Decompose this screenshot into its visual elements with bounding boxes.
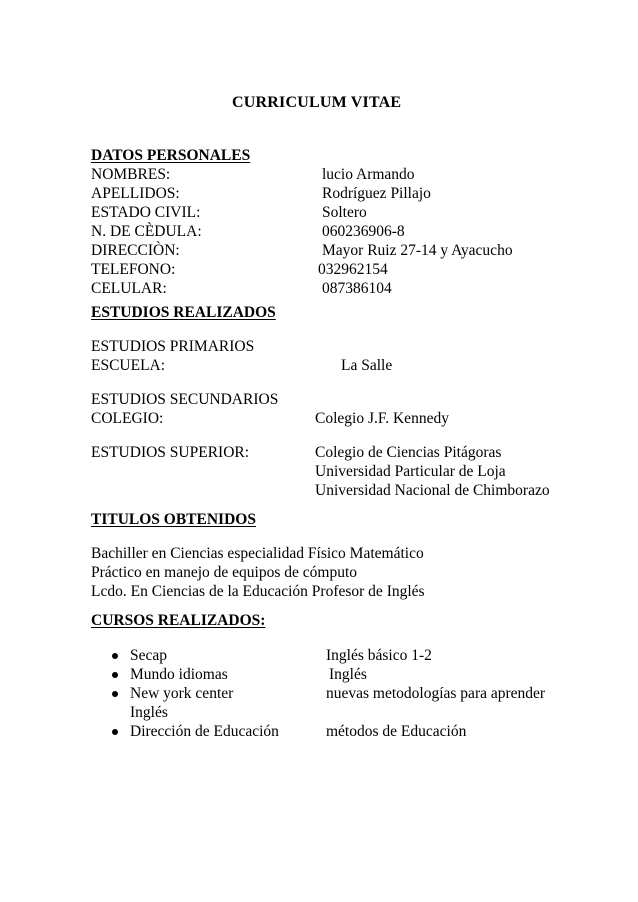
college-label: COLEGIO: <box>91 410 164 427</box>
phone-value: 032962154 <box>318 261 388 278</box>
course-detail: nuevas metodologías para aprender <box>326 685 546 702</box>
superior-study-item: Universidad Particular de Loja <box>315 463 506 480</box>
course-detail: métodos de Educación <box>326 723 467 740</box>
superior-study-item: Universidad Nacional de Chimborazo <box>315 482 550 499</box>
address-value: Mayor Ruiz 27-14 y Ayacucho <box>322 242 513 259</box>
page-title: CURRICULUM VITAE <box>232 94 402 111</box>
title-item: Bachiller en Ciencias especialidad Físico Matemático <box>91 545 424 562</box>
mobile-label: CELULAR: <box>91 280 167 297</box>
studies-heading: ESTUDIOS REALIZADOS <box>91 304 276 321</box>
bullet-icon <box>112 653 118 659</box>
civil-status-value: Soltero <box>322 204 367 221</box>
college-value: Colegio J.F. Kennedy <box>315 410 449 427</box>
course-name: New york center <box>130 685 234 702</box>
course-detail: Inglés <box>329 666 367 683</box>
school-value: La Salle <box>341 357 393 374</box>
superior-studies-label: ESTUDIOS SUPERIOR: <box>91 444 250 461</box>
name-value: lucio Armando <box>322 166 415 183</box>
courses-heading: CURSOS REALIZADOS: <box>91 612 266 629</box>
personal-data-heading: DATOS PERSONALES <box>91 147 251 164</box>
course-detail: Inglés básico 1-2 <box>326 647 432 664</box>
course-name-continuation: Inglés <box>130 704 168 721</box>
primary-studies-label: ESTUDIOS PRIMARIOS <box>91 338 255 355</box>
surname-label: APELLIDOS: <box>91 185 180 202</box>
mobile-value: 087386104 <box>322 280 392 297</box>
superior-study-item: Colegio de Ciencias Pitágoras <box>315 444 502 461</box>
bullet-icon <box>112 729 118 735</box>
title-item: Lcdo. En Ciencias de la Educación Profesor de Inglés <box>91 583 425 600</box>
bullet-icon <box>112 672 118 678</box>
id-number-value: 060236906-8 <box>322 223 405 240</box>
surname-value: Rodríguez Pillajo <box>322 185 431 202</box>
address-label: DIRECCIÒN: <box>91 242 180 259</box>
id-number-label: N. DE CÈDULA: <box>91 223 202 240</box>
civil-status-label: ESTADO CIVIL: <box>91 204 201 221</box>
course-name: Mundo idiomas <box>130 666 228 683</box>
phone-label: TELEFONO: <box>91 261 176 278</box>
name-label: NOMBRES: <box>91 166 171 183</box>
title-item: Práctico en manejo de equipos de cómputo <box>91 564 358 581</box>
school-label: ESCUELA: <box>91 357 166 374</box>
bullet-icon <box>112 691 118 697</box>
course-name: Secap <box>130 647 168 664</box>
course-name: Dirección de Educación <box>130 723 279 740</box>
titles-heading: TITULOS OBTENIDOS <box>91 511 256 528</box>
secondary-studies-label: ESTUDIOS SECUNDARIOS <box>91 391 279 408</box>
